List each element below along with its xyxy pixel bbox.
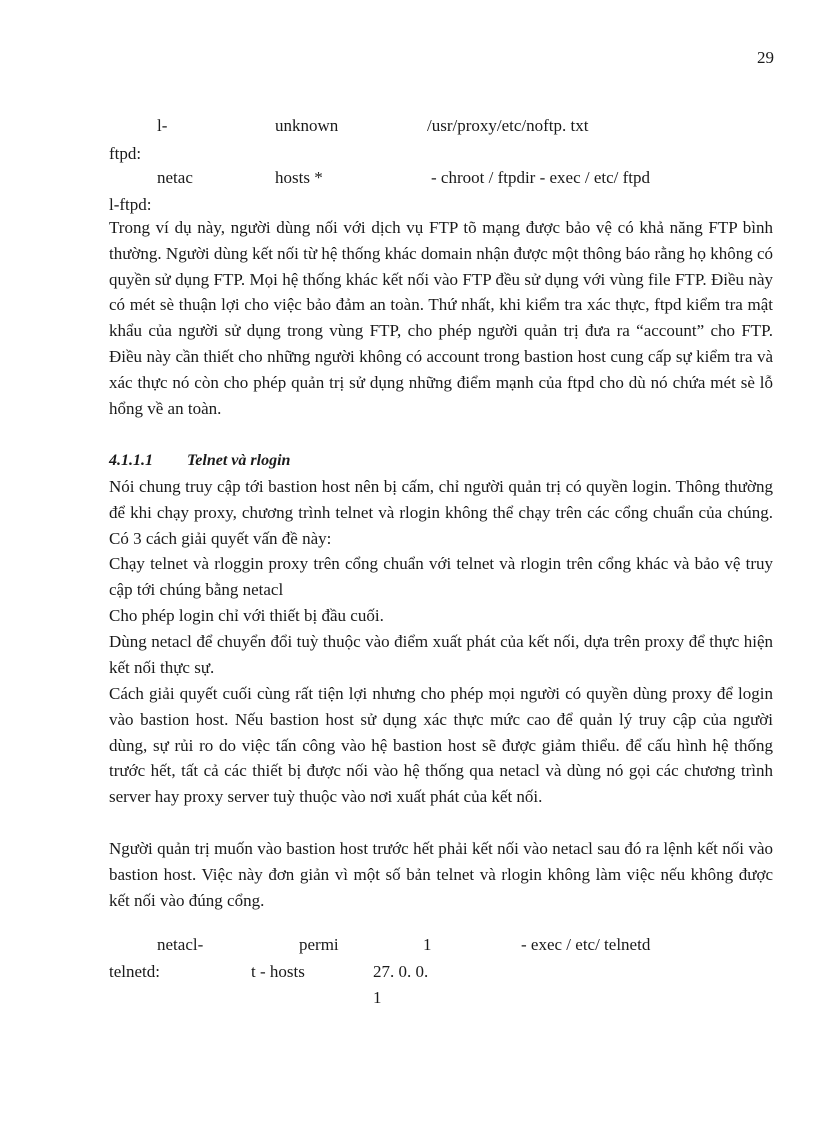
paragraph: Người quản trị muốn vào bastion host trước hết phải kết nối vào netacl sau đó ra lệnh kết nối vào bastion host. Việc này đơn giản vì một số bản telnet và rlogin không làm việc nếu không được kết nối vào đúng cổng. [109, 839, 773, 910]
config-cell: netacl- [157, 935, 204, 954]
section-number: 4.1.1.1 [109, 452, 153, 469]
config-cell: - chroot / ftpdir - exec / etc/ ftpd [431, 168, 651, 187]
config-cell: hosts * [275, 168, 323, 187]
config-cell: - exec / etc/ telnetd [521, 935, 651, 954]
config-cell: l-ftpd: [109, 195, 152, 214]
config-cell: netac [157, 168, 193, 187]
page-number: 29 [757, 48, 774, 67]
section-title: Telnet và rlogin [187, 452, 291, 469]
config-cell: t - hosts [251, 962, 305, 981]
paragraph: Cách giải quyết cuối cùng rất tiện lợi nhưng cho phép mọi người có quyền dùng proxy để login vào bastion host. Nếu bastion host sử dụng xác thực mức cao để quản lý truy cập của người dùng, sự rủi ro do việc tấn công vào hệ bastion host sẽ được giảm thiểu. để cấu hình hệ thống trước hết, tất cả các thiết bị được nối vào hệ thống qua netacl và dùng nó gọi các chương trình server hay proxy server tuỳ thuộc vào nơi xuất phát của kết nối. [109, 684, 773, 807]
paragraph: Trong ví dụ này, người dùng nối với dịch vụ FTP tõ mạng được bảo vệ có khả năng FTP bình thường. Người dùng kết nối từ hệ thống khác domain nhận được một thông báo rằng họ không có quyền sử dụng FTP. Mọi hệ thống khác kết nối vào FTP đều sử dụng với vùng file FTP. Điều này có mét sè thuận lợi cho việc bảo đảm an toàn. Thứ nhất, khi kiểm tra xác thực, ftpd kiểm tra mật khẩu của người sử dụng trong vùng FTP, cho phép người quản trị đưa ra “account” cho FTP. Điều này cần thiết cho những người không có account trong bastion host cung cấp sự kiểm tra và xác thực nó còn cho phép quản trị sử dụng những điểm mạnh của ftpd cho dù nó chứa mét sè lỗ hổng về an toàn. [109, 218, 773, 418]
paragraph: Nói chung truy cập tới bastion host nên bị cấm, chỉ người quản trị có quyền login. Thông thường để khi chạy proxy, chương trình telnet và rlogin không thể chạy trên các cổng chuẩn của chúng. Có 3 cách giải quyết vấn đề này: [109, 477, 773, 548]
config-cell: l- [157, 116, 168, 135]
section-heading [109, 451, 290, 471]
config-cell: unknown [275, 116, 339, 135]
config-cell: 1 [373, 988, 382, 1007]
list-item: Chạy telnet và rloggin proxy trên cổng chuẩn với telnet và rlogin trên cổng khác và bảo vệ truy cập tới chúng bằng netacl [109, 554, 773, 599]
config-cell: ftpd: [109, 144, 142, 163]
config-cell: 1 [423, 935, 432, 954]
config-cell: 27. 0. 0. [373, 962, 429, 981]
config-cell: permi [299, 935, 339, 954]
list-item: Cho phép login chỉ với thiết bị đầu cuối. [109, 606, 384, 625]
list-item: Dùng netacl để chuyển đổi tuỳ thuộc vào điểm xuất phát của kết nối, dựa trên proxy để thực hiện kết nối thực sự. [109, 632, 773, 677]
config-cell: /usr/proxy/etc/noftp. txt [427, 116, 589, 135]
config-cell: telnetd: [109, 962, 160, 981]
